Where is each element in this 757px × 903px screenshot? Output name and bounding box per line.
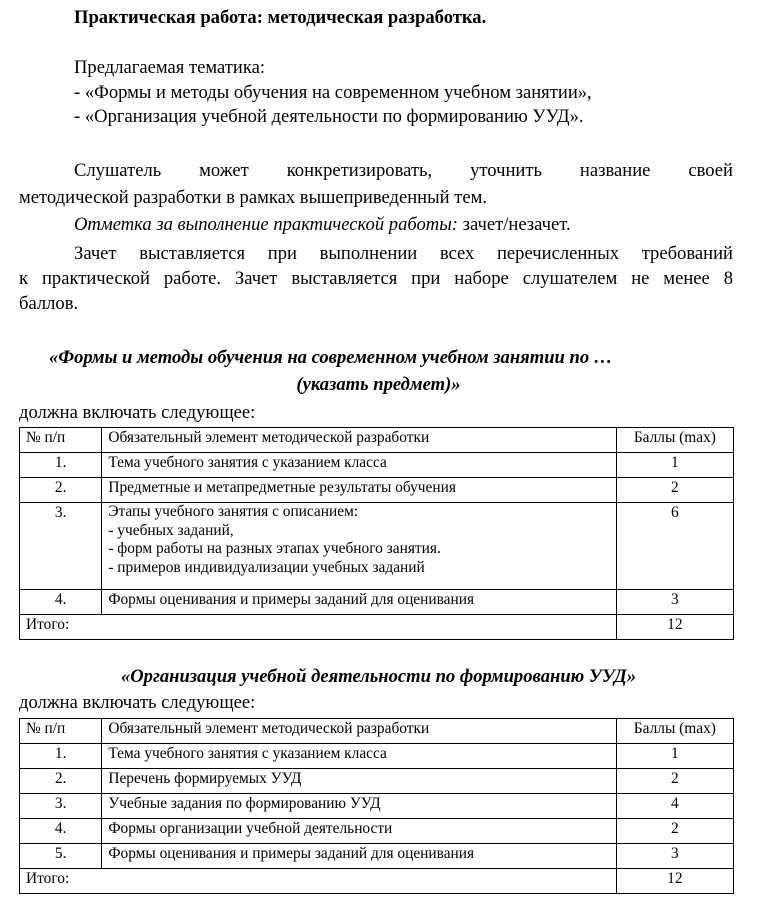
row-points: 2: [616, 819, 733, 844]
row-points: 1: [616, 453, 733, 478]
paragraph-line: баллов.: [19, 293, 79, 314]
row-number: 1.: [20, 744, 102, 769]
grade-label: Отметка за выполнение практической работы:: [74, 214, 458, 235]
header-cell: № п/п: [20, 719, 102, 744]
topic-item: - «Организация учебной деятельности по формированию УУД».: [74, 106, 584, 127]
table-row: [20, 478, 734, 503]
section-heading: (указать предмет)»: [296, 374, 461, 395]
row-points: 2: [616, 769, 733, 794]
total-value: 12: [616, 869, 733, 894]
paragraph-line: методической разработки в рамках вышеприведенный тем.: [19, 187, 488, 208]
row-element: Учебные задания по формированию УУД: [102, 794, 616, 819]
section-intro: должна включать следующее:: [19, 402, 256, 423]
grade-value: зачет/незачет.: [457, 214, 571, 235]
topics-intro: Предлагаемая тематика:: [74, 57, 265, 78]
table-row: [20, 453, 734, 478]
row-element: Формы оценивания и примеры заданий для оценивания: [102, 844, 616, 869]
paragraph-line: Зачет выставляется при выполнении всех перечисленных требований: [74, 243, 733, 264]
row-number: 3.: [20, 503, 102, 590]
table-row: [20, 744, 734, 769]
row-points: 1: [616, 744, 733, 769]
total-label: Итого:: [20, 869, 617, 894]
row-number: 2.: [20, 769, 102, 794]
row-element: Формы организации учебной деятельности: [102, 819, 616, 844]
header-cell: Обязательный элемент методической разработки: [102, 428, 616, 453]
requirements-table: [19, 427, 734, 640]
row-element: Тема учебного занятия с указанием класса: [102, 453, 616, 478]
row-points: 6: [616, 503, 733, 590]
row-points: 2: [616, 478, 733, 503]
total-label: Итого:: [20, 615, 617, 640]
header-cell: Обязательный элемент методической разработки: [102, 719, 616, 744]
table-total-row: [20, 615, 734, 640]
row-number: 4.: [20, 590, 102, 615]
paragraph-line: Слушатель может конкретизировать, уточнить название своей: [74, 160, 733, 181]
row-element-line: Этапы учебного занятия с описанием:: [108, 503, 359, 520]
row-points: 4: [616, 794, 733, 819]
page-title: Практическая работа: методическая разработка.: [74, 7, 487, 28]
row-number: 1.: [20, 453, 102, 478]
row-number: 5.: [20, 844, 102, 869]
row-element: [102, 503, 616, 590]
table-row: [20, 819, 734, 844]
table-total-row: [20, 869, 734, 894]
requirements-table: [19, 718, 734, 894]
section-heading: «Формы и методы обучения на современном учебном занятии по …: [49, 347, 613, 368]
table-header-row: [20, 719, 734, 744]
topic-item: - «Формы и методы обучения на современном учебном занятии»,: [74, 82, 592, 103]
header-cell: Баллы (max): [616, 719, 733, 744]
table-header-row: [20, 428, 734, 453]
table-row: [20, 769, 734, 794]
row-number: 4.: [20, 819, 102, 844]
row-points: 3: [616, 844, 733, 869]
paragraph-line: к практической работе. Зачет выставляется при наборе слушателем не менее 8: [19, 268, 733, 289]
section-intro: должна включать следующее:: [19, 692, 256, 713]
row-element: Тема учебного занятия с указанием класса: [102, 744, 616, 769]
grade-line: [74, 215, 571, 235]
row-element: Перечень формируемых УУД: [102, 769, 616, 794]
row-element: Формы оценивания и примеры заданий для оценивания: [102, 590, 616, 615]
row-element: Предметные и метапредметные результаты обучения: [102, 478, 616, 503]
section-heading: «Организация учебной деятельности по формированию УУД»: [120, 666, 637, 687]
table-row: [20, 794, 734, 819]
row-number: 3.: [20, 794, 102, 819]
header-cell: № п/п: [20, 428, 102, 453]
row-element-line: - форм работы на разных этапах учебного занятия.: [108, 540, 441, 557]
table-row: [20, 844, 734, 869]
header-cell: Баллы (max): [616, 428, 733, 453]
row-points: 3: [616, 590, 733, 615]
total-value: 12: [616, 615, 733, 640]
row-number: 2.: [20, 478, 102, 503]
table-row: [20, 503, 734, 590]
row-element-line: - учебных заданий,: [108, 521, 234, 539]
table-row: [20, 590, 734, 615]
row-element-line: - примеров индивидуализации учебных заданий: [108, 558, 425, 576]
